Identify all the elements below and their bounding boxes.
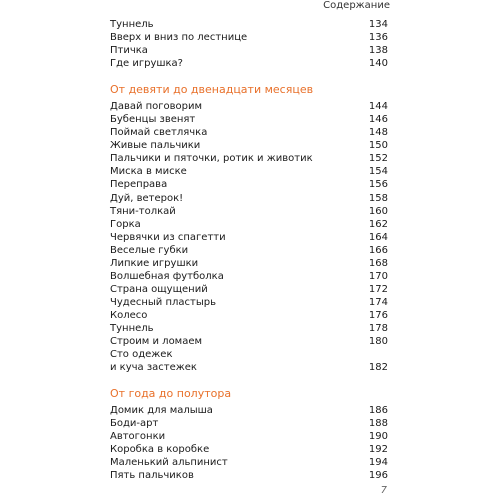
- toc-entry-page: 160: [368, 205, 388, 217]
- toc-entry-page: 172: [368, 283, 388, 295]
- toc-entry-page: 134: [368, 19, 388, 30]
- toc-entry-page: 168: [368, 257, 388, 269]
- toc-entry-title: Страна ощущений: [110, 283, 208, 295]
- toc-entry-page: 152: [368, 153, 388, 165]
- toc-section-9-12-months: [110, 83, 388, 374]
- toc-entry-title: Переправа: [110, 179, 168, 191]
- toc-entry-page: 136: [368, 32, 388, 44]
- toc-entry-page: 138: [368, 45, 388, 57]
- toc-entry-title: Колесо: [110, 309, 148, 321]
- toc-entry: [110, 231, 388, 244]
- toc-entry-title: Коробка в коробке: [110, 444, 210, 456]
- toc-entry: [110, 322, 388, 335]
- toc-entry-title: Туннель: [110, 322, 154, 334]
- toc-entry-title: Тяни-толкай: [110, 205, 176, 217]
- toc-entry-page: 158: [368, 192, 388, 204]
- toc-entry: [110, 417, 388, 430]
- toc-entry: [110, 244, 388, 257]
- toc-entry-page: 170: [368, 270, 388, 282]
- toc-entry-page: 140: [368, 58, 388, 70]
- table-of-contents: [110, 18, 388, 482]
- toc-entry-page: 146: [368, 114, 388, 126]
- toc-entry: [110, 165, 388, 178]
- toc-entry: [110, 139, 388, 152]
- toc-entry-page: 156: [368, 179, 388, 191]
- toc-entry-page: 154: [368, 166, 388, 178]
- toc-entry-page: 178: [368, 322, 388, 334]
- toc-entry-page: 188: [368, 418, 388, 430]
- toc-entry-title: Бубенцы звенят: [110, 114, 196, 126]
- toc-entry-page: 190: [368, 431, 388, 443]
- toc-entry-title: Автогонки: [110, 431, 166, 443]
- toc-entry-page: 148: [368, 127, 388, 139]
- toc-entry-title: Червячки из спагетти: [110, 231, 226, 243]
- toc-entry-title: Дуй, ветерок!: [110, 192, 184, 204]
- toc-entry-title: Пальчики и пяточки, ротик и животик: [110, 153, 313, 165]
- toc-entry-page: 150: [368, 140, 388, 152]
- toc-entry: [110, 404, 388, 417]
- toc-entry-page: 166: [368, 244, 388, 256]
- toc-entry-page: 176: [368, 309, 388, 321]
- toc-entry-title: Давай поговорим: [110, 101, 203, 113]
- page-number: 7: [380, 485, 387, 496]
- toc-entry-title: Веселые губки: [110, 244, 189, 256]
- toc-entry-title: Пять пальчиков: [110, 470, 194, 482]
- toc-entry: [110, 152, 388, 165]
- toc-entry: [110, 469, 388, 482]
- toc-entry-title: Маленький альпинист: [110, 457, 228, 469]
- toc-entry-title: Волшебная футболка: [110, 270, 224, 282]
- toc-entry-page: 144: [368, 101, 388, 113]
- toc-entry-page: 162: [368, 218, 388, 230]
- toc-entry-title: Строим и ломаем: [110, 336, 203, 348]
- toc-entry-title: Где игрушка?: [110, 58, 183, 70]
- toc-entry: [110, 456, 388, 469]
- toc-entry-page: 164: [368, 231, 388, 243]
- toc-entry: [110, 270, 388, 283]
- toc-entry-page: 174: [368, 296, 388, 308]
- toc-entry-title: Миска в миске: [110, 166, 187, 178]
- toc-entry-page: 194: [368, 457, 388, 469]
- running-header: Содержание: [323, 0, 390, 11]
- toc-entry: [110, 18, 388, 31]
- toc-entry: [110, 57, 388, 70]
- toc-section-12-18-months: [110, 387, 388, 482]
- toc-entry-page: 180: [368, 336, 388, 348]
- toc-entry-title: Сто одежек: [110, 349, 173, 361]
- toc-entry-title: и куча застежек: [110, 362, 197, 374]
- toc-entry: [110, 126, 388, 139]
- toc-entry: [110, 335, 388, 348]
- toc-entry: [110, 296, 388, 309]
- toc-entry-page: 182: [368, 362, 388, 374]
- toc-entry-title: Птичка: [110, 45, 148, 57]
- toc-section-continuation: [110, 18, 388, 70]
- toc-entry: [110, 430, 388, 443]
- toc-entry-title: Живые пальчики: [110, 140, 201, 152]
- toc-entry: [110, 192, 388, 205]
- toc-entry-title: Домик для малыша: [110, 405, 213, 417]
- toc-entry: [110, 361, 388, 374]
- section-heading: От года до полутора: [110, 387, 232, 401]
- toc-entry-page: 196: [368, 470, 388, 482]
- toc-entry-title: Туннель: [110, 19, 154, 30]
- toc-entry-title: Поймай светлячка: [110, 127, 208, 139]
- toc-entry-page: 186: [368, 405, 388, 417]
- toc-entry: [110, 443, 388, 456]
- toc-entry: [110, 44, 388, 57]
- section-heading: От девяти до двенадцати месяцев: [110, 83, 314, 97]
- toc-entry: [110, 113, 388, 126]
- toc-entry: [110, 348, 388, 361]
- toc-entry: [110, 309, 388, 322]
- toc-entry: [110, 218, 388, 231]
- toc-entry: [110, 31, 388, 44]
- toc-entry-title: Горка: [110, 218, 141, 230]
- toc-entry: [110, 257, 388, 270]
- toc-entry: [110, 283, 388, 296]
- toc-entry-page: 192: [368, 444, 388, 456]
- toc-entry-title: Боди-арт: [110, 418, 159, 430]
- toc-entry: [110, 205, 388, 218]
- toc-entry-title: Липкие игрушки: [110, 257, 199, 269]
- toc-entry: [110, 178, 388, 191]
- toc-entry-title: Вверх и вниз по лестнице: [110, 32, 248, 44]
- toc-entry: [110, 100, 388, 113]
- toc-entry-title: Чудесный пластырь: [110, 296, 216, 308]
